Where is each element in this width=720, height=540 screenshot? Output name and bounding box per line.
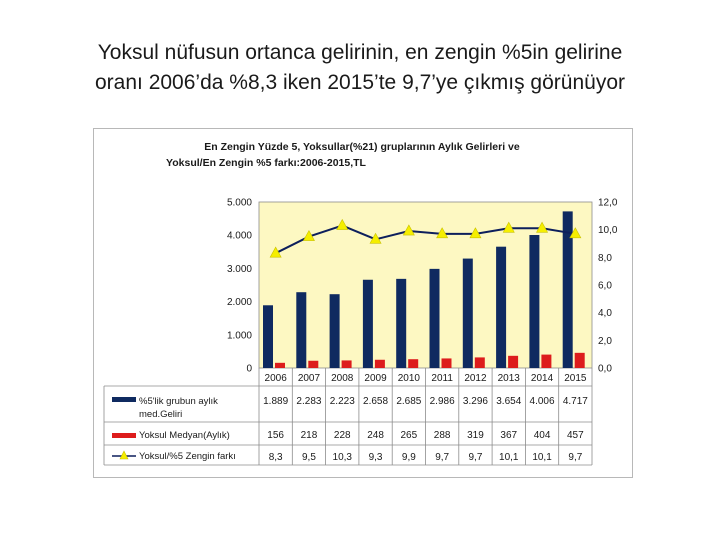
plot-area (227, 198, 618, 375)
y-left-tick-label: 2.000 (226, 297, 252, 309)
slide-title-line-1: Yoksul nüfusun ortanca gelirinin, en zengin %5in gelirine (97, 41, 623, 64)
data-value-label: 8,3 (268, 452, 283, 463)
data-value-label: 457 (567, 430, 584, 441)
data-value-label: 9,5 (301, 452, 316, 463)
bar-top5 (263, 305, 273, 368)
data-value-label: 9,7 (468, 452, 483, 463)
bar-poor (308, 361, 318, 368)
data-value-label: 9,9 (401, 452, 416, 463)
bar-poor (408, 359, 418, 368)
bar-poor (475, 357, 485, 368)
y-right-tick-label: 2,0 (598, 335, 612, 347)
bar-top5 (296, 292, 306, 368)
data-value-label: 4.006 (529, 396, 555, 407)
bar-top5 (463, 259, 473, 368)
data-value-label: 156 (267, 430, 284, 441)
x-category-label: 2006 (264, 373, 287, 384)
x-category-label: 2009 (364, 373, 387, 384)
bar-poor (275, 363, 285, 368)
chart-container (93, 128, 633, 478)
data-value-label: 10,1 (499, 452, 519, 463)
data-value-label: 1.889 (263, 396, 289, 407)
y-left-tick-label: 1.000 (226, 330, 252, 342)
data-value-label: 10,3 (332, 452, 352, 463)
data-value-label: 2.223 (329, 396, 355, 407)
legend-label-top5: %5'lik grubun aylık (139, 396, 218, 407)
bar-top5 (430, 269, 440, 368)
combo-chart (94, 129, 634, 479)
x-category-label: 2012 (464, 373, 487, 384)
data-value-label: 9,3 (368, 452, 383, 463)
data-value-label: 288 (433, 430, 451, 441)
chart-title-line-1: En Zengin Yüzde 5, Yoksullar(%21) gruplarının Aylık Gelirleri ve (204, 141, 520, 153)
y-right-tick-label: 10,0 (598, 225, 618, 237)
data-value-label: 9,7 (435, 452, 450, 463)
y-left-tick-label: 4.000 (226, 230, 252, 242)
x-category-label: 2008 (331, 373, 354, 384)
bar-poor (541, 355, 551, 368)
data-value-label: 3.296 (462, 396, 488, 407)
bar-top5 (396, 279, 406, 368)
bar-top5 (330, 294, 340, 368)
legend-label-top5: med.Geliri (139, 409, 183, 420)
data-table (104, 368, 592, 465)
data-value-label: 404 (533, 430, 551, 441)
bar-top5 (496, 247, 506, 368)
y-right-tick-label: 8,0 (598, 252, 612, 264)
data-value-label: 248 (367, 430, 384, 441)
chart-title-line-2: Yoksul/En Zengin %5 farkı:2006-2015,TL (166, 157, 366, 169)
data-value-label: 3.654 (496, 396, 522, 407)
data-value-label: 10,1 (532, 452, 552, 463)
y-left-tick-label: 3.000 (226, 263, 252, 275)
bar-top5 (529, 235, 539, 368)
data-value-label: 9,7 (568, 452, 583, 463)
x-category-label: 2011 (431, 373, 453, 384)
data-value-label: 319 (467, 430, 484, 441)
bar-poor (342, 360, 352, 368)
y-left-tick-label: 0 (246, 363, 252, 375)
legend-key-top5 (112, 397, 136, 402)
data-value-label: 265 (400, 430, 418, 441)
slide-title (20, 38, 700, 98)
legend-label-poor: Yoksul Medyan(Aylık) (139, 430, 230, 441)
legend-key-ratio-marker (120, 451, 128, 459)
legend-label-ratio: Yoksul/%5 Zengin farkı (139, 451, 236, 462)
y-right-tick-label: 6,0 (598, 280, 612, 292)
data-value-label: 218 (300, 430, 318, 441)
bar-poor (375, 360, 385, 368)
bar-top5 (363, 280, 373, 368)
x-category-label: 2010 (397, 373, 420, 384)
data-value-label: 2.986 (429, 396, 455, 407)
x-category-label: 2007 (297, 373, 321, 384)
x-category-label: 2015 (564, 373, 587, 384)
data-value-label: 367 (500, 430, 518, 441)
y-right-tick-label: 4,0 (598, 308, 612, 320)
y-right-tick-label: 12,0 (598, 197, 618, 209)
data-value-label: 2.658 (363, 396, 389, 407)
x-category-label: 2013 (497, 373, 520, 384)
data-value-label: 2.685 (396, 396, 422, 407)
y-left-tick-label: 5.000 (226, 197, 252, 209)
x-category-label: 2014 (530, 373, 554, 384)
y-right-tick-label: 0,0 (598, 363, 612, 375)
bar-poor (442, 358, 452, 368)
bar-poor (508, 356, 518, 368)
data-value-label: 2.283 (296, 396, 322, 407)
legend-key-poor (112, 433, 136, 438)
slide-title-line-2: oranı 2006’da %8,3 iken 2015’te 9,7’ye çıkmış görünüyor (95, 71, 625, 94)
bar-poor (575, 353, 585, 368)
data-value-label: 228 (333, 430, 351, 441)
data-value-label: 4.717 (562, 396, 588, 407)
